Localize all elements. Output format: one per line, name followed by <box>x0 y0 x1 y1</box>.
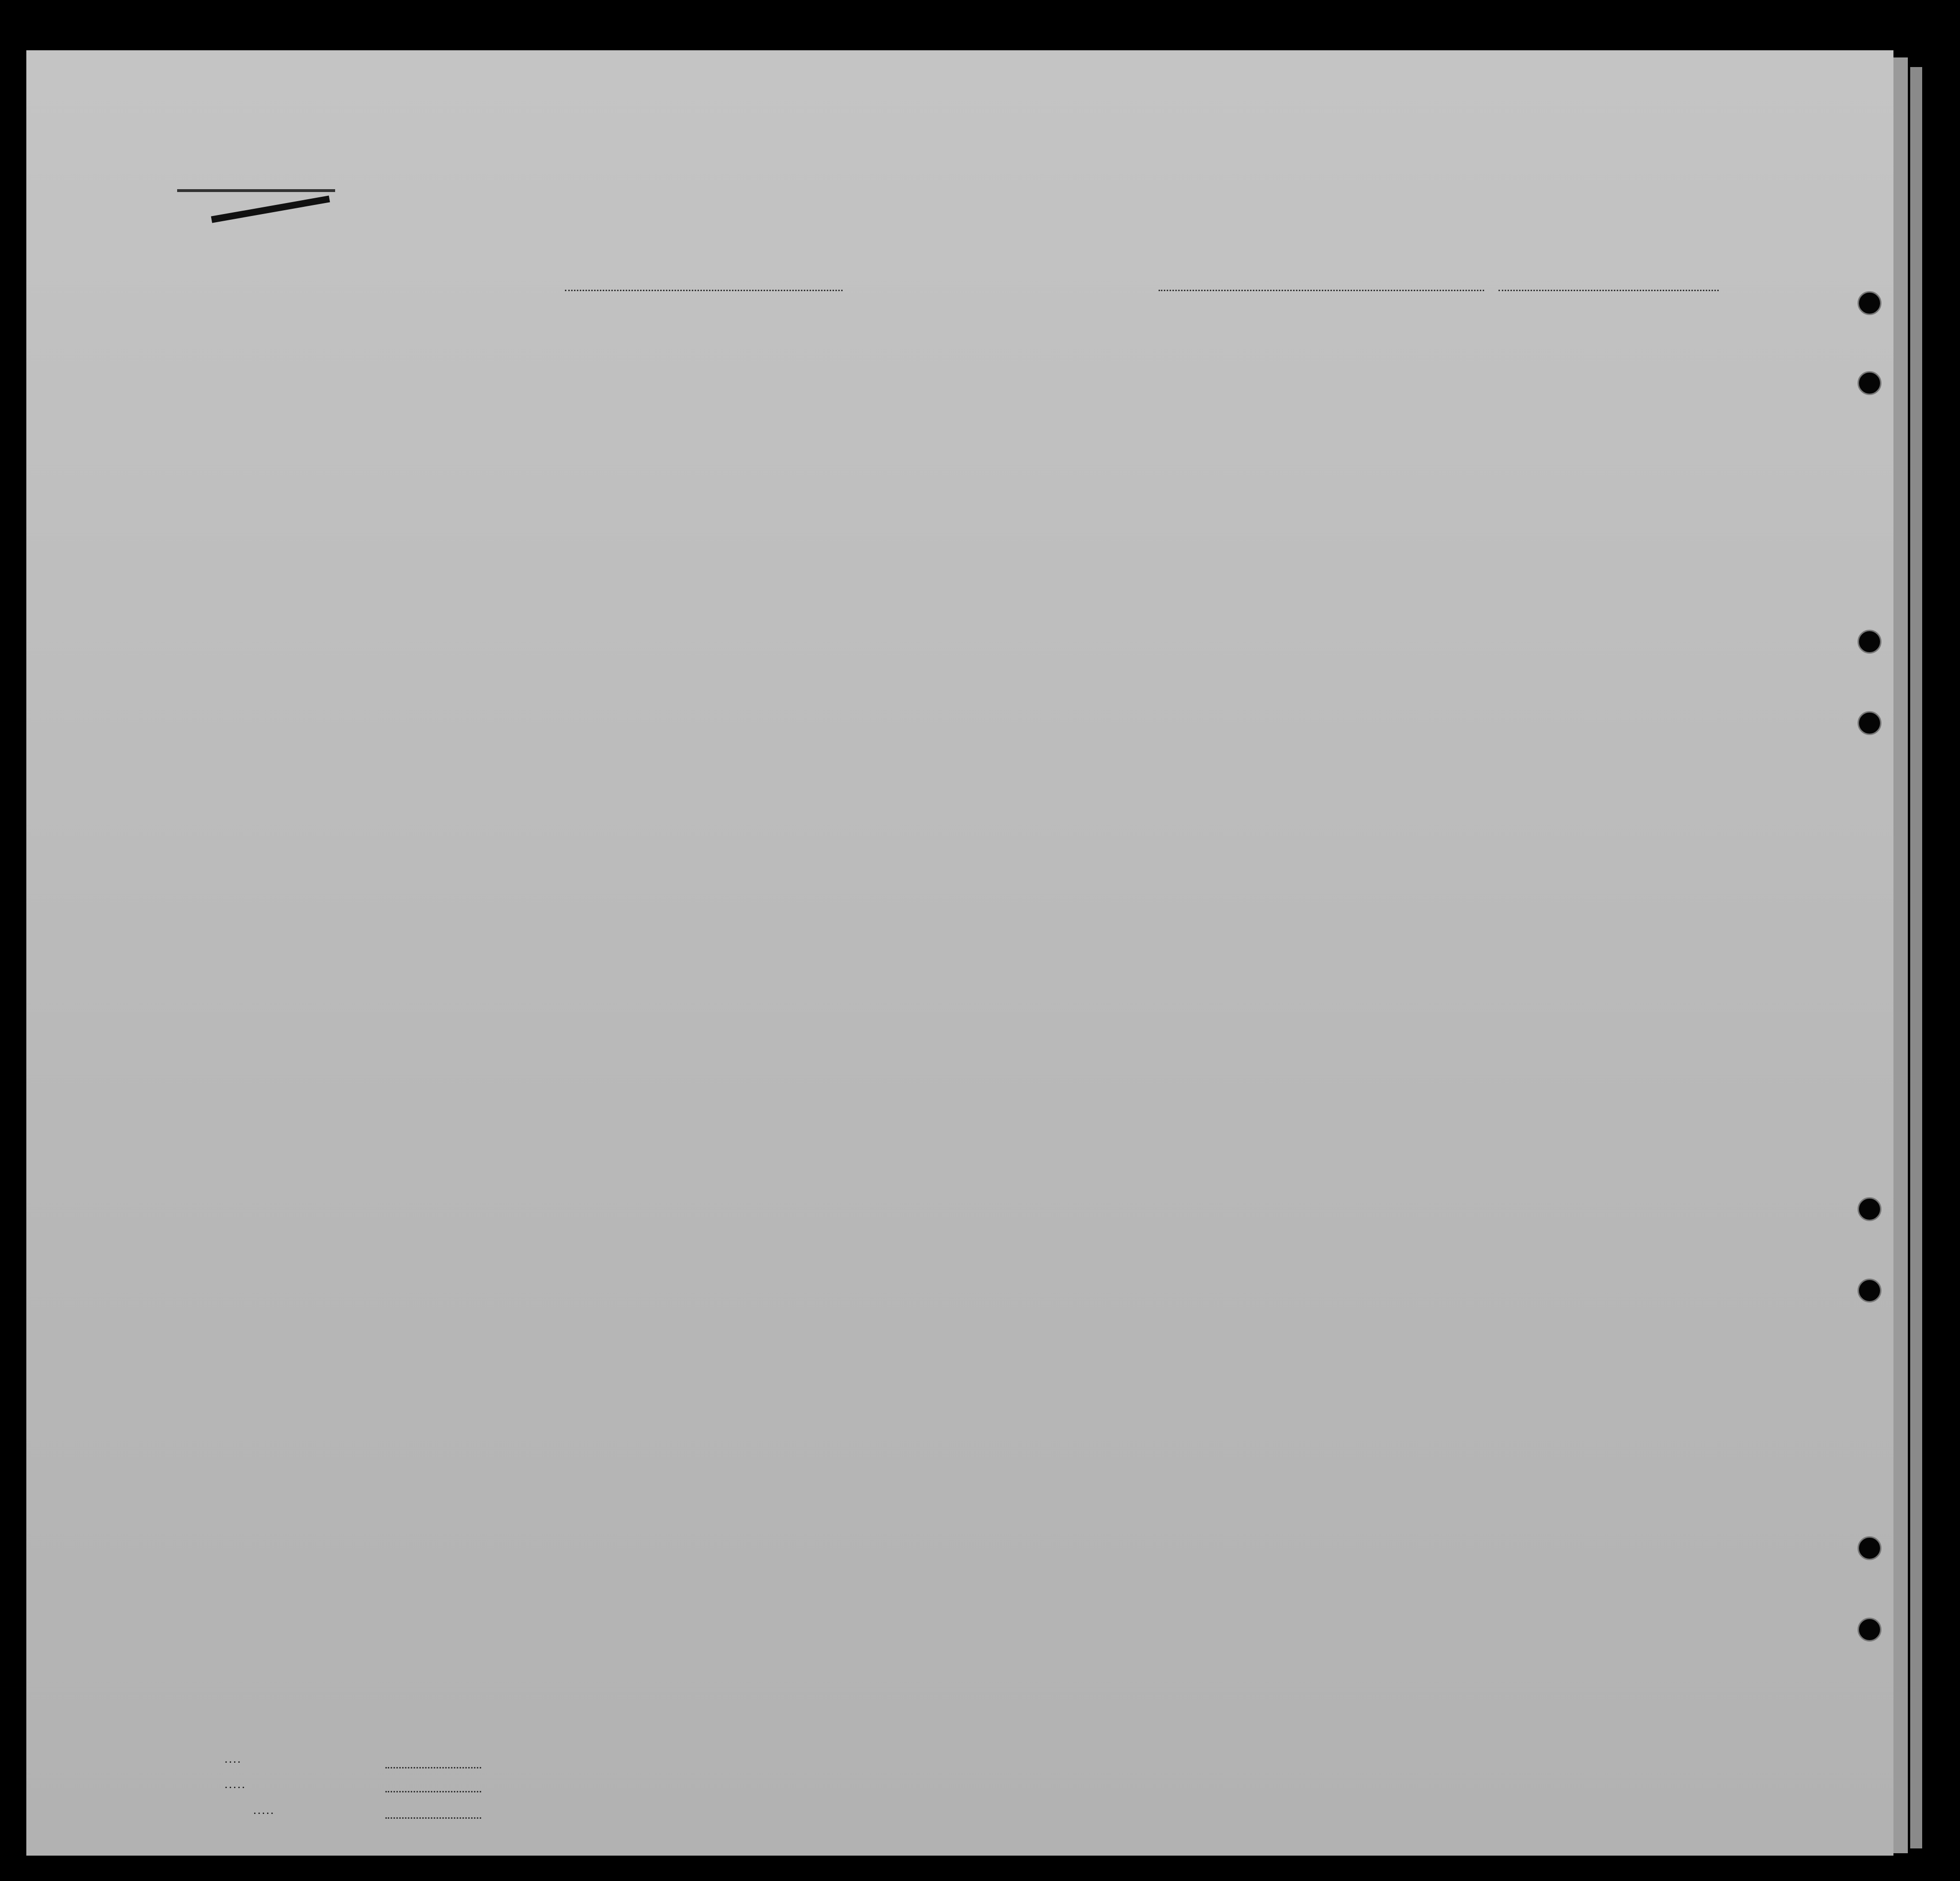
binder-hole <box>1858 291 1881 315</box>
footer-us-line <box>385 1791 481 1792</box>
binder-hole <box>1858 630 1881 654</box>
footer-total-label: . . . . <box>225 1755 240 1765</box>
binder-hole <box>1858 711 1881 735</box>
binder-hole <box>1858 1279 1881 1303</box>
footer-aliens-line <box>385 1817 481 1819</box>
binder-hole <box>1858 1197 1881 1221</box>
footer-us-label: . . . . . <box>225 1780 245 1790</box>
binder-hole <box>1858 371 1881 395</box>
binder-hole <box>1858 1536 1881 1560</box>
binder-hole <box>1858 1618 1881 1642</box>
footer-total-line <box>385 1767 481 1768</box>
footer-aliens-label: . . . . . <box>254 1806 273 1816</box>
